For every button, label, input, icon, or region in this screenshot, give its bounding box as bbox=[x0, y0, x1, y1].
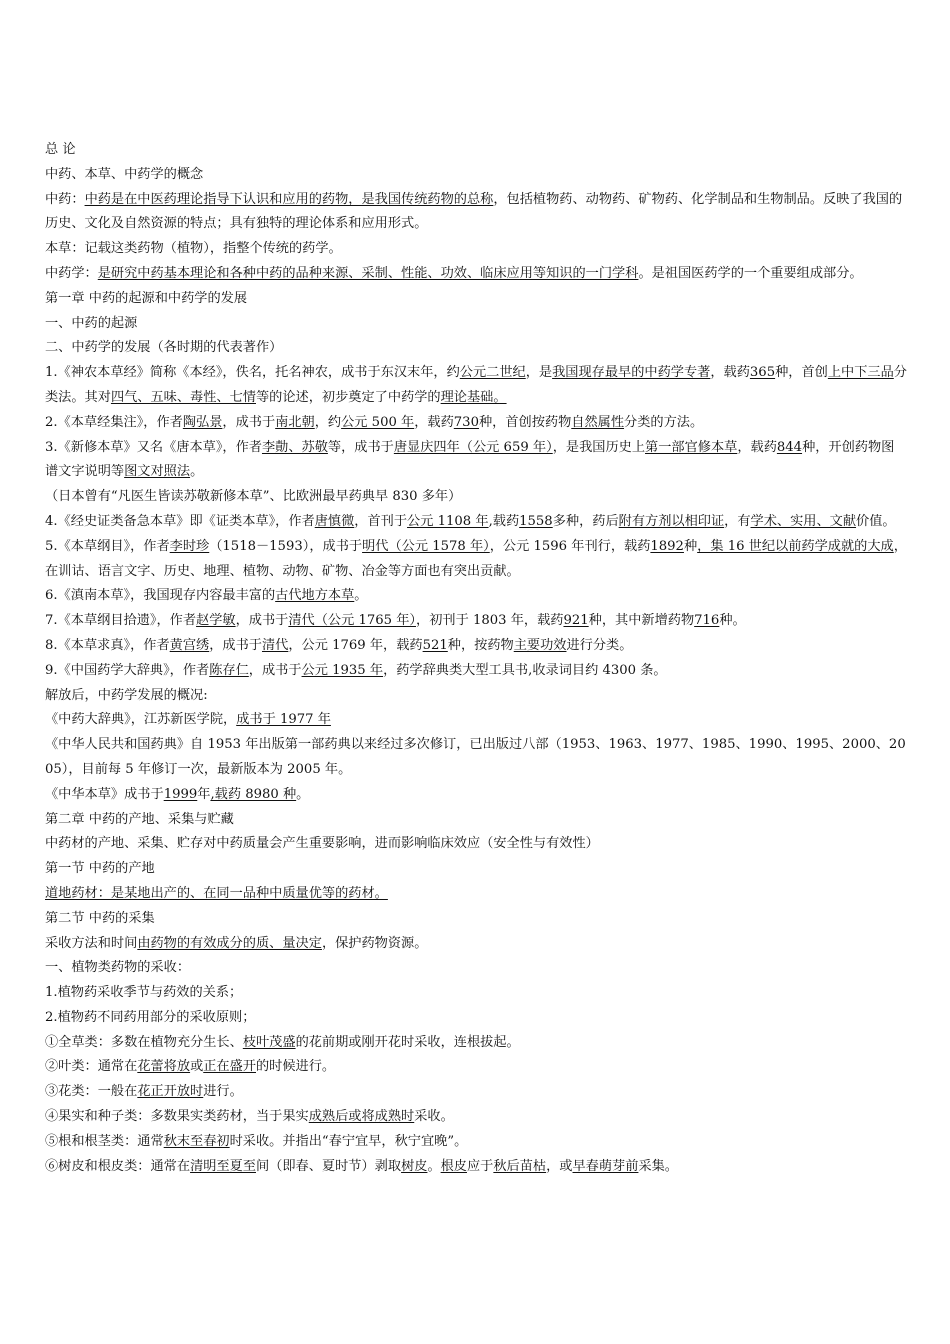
text-segment: 总 论 bbox=[45, 142, 76, 157]
text-line bbox=[45, 535, 907, 585]
text-line bbox=[45, 857, 907, 882]
text-segment: ，或 bbox=[546, 1158, 573, 1174]
text-line bbox=[45, 783, 907, 808]
text-segment: ，包括植物药、动物药、矿物药、化学制品和生物制品。反映了我国的历史、文化及自然资源的特点；具有独特的理论体系和应用形式。 bbox=[45, 191, 903, 232]
text-segment: 第一节 中药的产地 bbox=[45, 861, 155, 877]
text-segment: ，是 bbox=[525, 365, 553, 381]
underlined-text: 清代（公元 1765 年） bbox=[288, 613, 417, 629]
underlined-text: 清代 bbox=[261, 637, 289, 653]
text-segment: 。是祖国医药学的一个重要组成部分。 bbox=[638, 265, 863, 281]
text-line bbox=[45, 708, 907, 733]
text-segment: ，是我国历史上 bbox=[552, 439, 646, 455]
text-segment: 2.《本草经集注》，作者 bbox=[45, 414, 183, 430]
text-segment: 种，首创按药物 bbox=[478, 414, 572, 430]
text-segment: 采收。 bbox=[414, 1109, 454, 1125]
underlined-text: 公元 1935 年 bbox=[301, 662, 384, 678]
text-segment: 二、中药学的发展（各时期的代表著作） bbox=[45, 340, 283, 356]
underlined-text: ,载药 8980 种 bbox=[210, 786, 297, 802]
text-segment: 种，按药物 bbox=[447, 637, 514, 653]
text-line bbox=[45, 237, 907, 262]
text-segment: ，公元 1596 年刊行，载药 bbox=[489, 538, 651, 554]
text-segment: ，首刊于 bbox=[354, 513, 408, 529]
underlined-text: 公元 1108 年 bbox=[407, 513, 489, 529]
text-line bbox=[45, 287, 907, 312]
text-segment: （1518－1593），成书于 bbox=[209, 538, 363, 554]
text-line bbox=[45, 981, 907, 1006]
underlined-text: 清明至夏至 bbox=[190, 1158, 256, 1174]
text-line bbox=[45, 609, 907, 634]
underlined-text: 365 bbox=[749, 365, 776, 381]
text-segment: ，成书于 bbox=[209, 637, 262, 653]
text-segment: ，初刊于 1803 年，载药 bbox=[416, 613, 564, 629]
text-line bbox=[45, 312, 907, 337]
text-segment: 价值。 bbox=[856, 513, 896, 529]
underlined-text: 自然属性 bbox=[571, 414, 625, 430]
underlined-text: 根皮 bbox=[440, 1158, 467, 1174]
text-segment: 等的论述，初步奠定了中药学的 bbox=[256, 389, 441, 405]
underlined-text: 主要功效 bbox=[513, 637, 567, 653]
text-segment: 3.《新修本草》又名《唐本草》，作者 bbox=[45, 439, 262, 455]
underlined-text: 花蕾将放 bbox=[137, 1059, 191, 1075]
underlined-text: 陶弘景 bbox=[182, 414, 223, 430]
text-line bbox=[45, 808, 907, 833]
text-segment: ，约 bbox=[314, 414, 342, 430]
text-segment: 分类的方法。 bbox=[624, 414, 704, 430]
text-line bbox=[45, 882, 907, 907]
underlined-text: 道地药材：是某地出产的、在同一品种中质量优等的药材。 bbox=[45, 885, 388, 901]
text-segment: ，有 bbox=[724, 513, 751, 529]
underlined-text: 四气、五味、毒性、七情 bbox=[110, 389, 256, 405]
underlined-text: 陈存仁 bbox=[209, 662, 249, 678]
underlined-text: 公元二世纪 bbox=[459, 365, 526, 381]
text-segment: 9.《中国药学大辞典》，作者 bbox=[45, 662, 210, 678]
text-line bbox=[45, 584, 907, 609]
text-segment: ，载药 bbox=[414, 414, 454, 430]
text-segment: 2.植物药不同药用部分的采收原则； bbox=[45, 1009, 256, 1025]
underlined-text: 正在盛开 bbox=[203, 1059, 256, 1075]
text-segment: 种，首创 bbox=[775, 365, 828, 381]
underlined-text: ，集 16 世纪以前药学成就的大成 bbox=[697, 538, 894, 554]
text-segment: 中药学： bbox=[45, 265, 98, 281]
text-segment: ⑤根和根茎类：通常 bbox=[45, 1133, 164, 1149]
text-segment: 6.《滇南本草》，我国现存内容最丰富的 bbox=[45, 588, 276, 604]
text-line bbox=[45, 138, 907, 163]
text-line bbox=[45, 659, 907, 684]
text-segment: 。 bbox=[296, 786, 310, 802]
text-line bbox=[45, 733, 907, 783]
underlined-text: 上中下三品 bbox=[827, 365, 894, 381]
text-segment: ⑥树皮和根皮类：通常在 bbox=[45, 1158, 191, 1174]
text-segment: 第二章 中药的产地、采集与贮藏 bbox=[45, 811, 234, 827]
underlined-text: 学术、实用、文献 bbox=[750, 513, 857, 529]
underlined-text: 附有方剂以相印证 bbox=[618, 513, 725, 529]
underlined-text: 明代（公元 1578 年） bbox=[362, 538, 490, 554]
text-segment: ④果实和种子类：多数果实类药材，当于果实 bbox=[45, 1109, 309, 1125]
underlined-text: 唐慎微 bbox=[314, 513, 355, 529]
text-segment: ，药学辞典类大型工具书,收录词目约 4300 条。 bbox=[383, 662, 667, 678]
underlined-text: 李勣、苏敬 bbox=[261, 439, 328, 455]
text-segment: 本草：记载这类药物（植物），指整个传统的药学。 bbox=[45, 241, 342, 257]
text-segment: 间（即春、夏时节）剥取 bbox=[256, 1158, 402, 1174]
text-segment: 第一章 中药的起源和中药学的发展 bbox=[45, 290, 248, 306]
text-line bbox=[45, 436, 907, 486]
underlined-text: 李时珍 bbox=[169, 538, 210, 554]
text-segment: 一、植物类药物的采收： bbox=[45, 960, 191, 976]
document-body bbox=[45, 138, 907, 1179]
text-line bbox=[45, 1105, 907, 1130]
underlined-text: 南北朝 bbox=[275, 414, 315, 430]
text-line bbox=[45, 163, 907, 188]
text-segment: 或 bbox=[190, 1059, 204, 1075]
text-line bbox=[45, 1130, 907, 1155]
text-line bbox=[45, 956, 907, 981]
text-segment: 《中药大辞典》，江苏新医学院， bbox=[45, 712, 237, 728]
text-segment: 等，成书于 bbox=[327, 439, 394, 455]
text-segment: ,载药 bbox=[488, 513, 520, 529]
text-segment: 种，其中新增药物 bbox=[588, 613, 695, 629]
text-segment: 种，开创药物图谱文字说明等 bbox=[45, 439, 895, 480]
underlined-text: 844 bbox=[776, 439, 803, 455]
text-segment: ，成书于 bbox=[235, 613, 289, 629]
underlined-text: 理论基础。 bbox=[440, 389, 507, 405]
text-segment: ，公元 1769 年，载药 bbox=[288, 637, 423, 653]
underlined-text: 花正开放时 bbox=[137, 1084, 204, 1100]
text-segment: 种。 bbox=[719, 613, 746, 629]
underlined-text: 早春萌芽前 bbox=[572, 1158, 639, 1174]
text-segment: 的时候进行。 bbox=[256, 1059, 336, 1075]
underlined-text: 921 bbox=[563, 613, 589, 629]
text-segment: 中药材的产地、采集、贮存对中药质量会产生重要影响，进而影响临床效应（安全性与有效性） bbox=[45, 836, 599, 852]
underlined-text: 黄宫绣 bbox=[169, 637, 210, 653]
text-segment: ，载药 bbox=[710, 365, 750, 381]
text-line bbox=[45, 510, 907, 535]
underlined-text: 中药是在中医药理论指导下认识和应用的药物，是我国传统药物的总称 bbox=[84, 191, 494, 207]
text-segment: 《中华人民共和国药典》自 1953 年出版第一部药典以来经过多次修订，已出版过八部（1953、1963、1977、1985、1990、1995、2000、2005），目前每 5 年修订一次，最新版本为 2005 年。 bbox=[45, 737, 906, 777]
underlined-text: 由药物的有效成分的质、量决定 bbox=[137, 935, 322, 951]
text-segment: 1.植物药采收季节与药效的关系； bbox=[45, 985, 243, 1001]
underlined-text: 赵学敏 bbox=[196, 613, 236, 629]
text-line bbox=[45, 634, 907, 659]
text-segment: 。 bbox=[354, 588, 368, 604]
underlined-text: 成书于 1977 年 bbox=[236, 712, 331, 728]
underlined-text: 树皮 bbox=[401, 1158, 428, 1174]
text-segment: ③花类：一般在 bbox=[45, 1084, 138, 1100]
underlined-text: 是研究中药基本理论和各种中药的品种来源、采制、性能、功效、临床应用等知识的一门学科 bbox=[97, 265, 639, 281]
text-line bbox=[45, 262, 907, 287]
text-line bbox=[45, 1006, 907, 1031]
text-segment: 分类法。其对 bbox=[45, 365, 907, 405]
text-segment: ①全草类：多数在植物充分生长、 bbox=[45, 1034, 243, 1050]
text-segment: 的花前期或刚开花时采收，连根拔起。 bbox=[295, 1034, 520, 1050]
underlined-text: 1999 bbox=[163, 786, 198, 802]
text-line bbox=[45, 188, 907, 238]
text-segment: ②叶类：通常在 bbox=[45, 1059, 138, 1075]
text-segment: 7.《本草纲目拾遗》，作者 bbox=[45, 613, 197, 629]
text-line bbox=[45, 485, 907, 510]
text-segment: 中药、本草、中药学的概念 bbox=[45, 166, 204, 182]
underlined-text: 第一部官修本草 bbox=[645, 439, 738, 455]
text-segment: 一、中药的起源 bbox=[45, 315, 138, 331]
text-segment: ，成书于 bbox=[248, 662, 302, 678]
text-line bbox=[45, 336, 907, 361]
underlined-text: 公元 500 年 bbox=[341, 414, 415, 430]
text-line bbox=[45, 932, 907, 957]
text-line bbox=[45, 907, 907, 932]
underlined-text: 秋末至春初 bbox=[163, 1133, 230, 1149]
underlined-text: 古代地方本草 bbox=[275, 588, 355, 604]
underlined-text: 我国现存最早的中药学专著 bbox=[552, 365, 711, 381]
text-segment: 4.《经史证类备急本草》即《证类本草》，作者 bbox=[45, 513, 315, 529]
underlined-text: 1558 bbox=[519, 513, 553, 529]
underlined-text: 730 bbox=[453, 414, 479, 430]
text-line bbox=[45, 1031, 907, 1056]
underlined-text: 成熟后或将成熟时 bbox=[308, 1109, 415, 1125]
text-segment: 应于 bbox=[467, 1158, 494, 1174]
underlined-text: 521 bbox=[422, 637, 448, 653]
text-line bbox=[45, 411, 907, 436]
text-segment: 5.《本草纲目》，作者 bbox=[45, 538, 170, 554]
text-segment: 多种，药后 bbox=[552, 513, 619, 529]
text-line bbox=[45, 832, 907, 857]
text-segment: 种 bbox=[683, 538, 698, 554]
text-line bbox=[45, 361, 907, 411]
text-segment: 。 bbox=[190, 464, 204, 480]
text-segment: 中药： bbox=[45, 191, 85, 207]
text-line bbox=[45, 1080, 907, 1105]
text-segment: ，载药 bbox=[737, 439, 777, 455]
text-segment: 采集。 bbox=[638, 1158, 678, 1174]
text-segment: 进行。 bbox=[203, 1084, 243, 1100]
text-segment: （日本曾有“凡医生皆读苏敬新修本草”、比欧洲最早药典早 830 多年） bbox=[45, 489, 462, 505]
text-segment: 年 bbox=[197, 786, 211, 802]
underlined-text: 1892 bbox=[650, 538, 684, 554]
text-line bbox=[45, 684, 907, 709]
text-line bbox=[45, 1155, 907, 1180]
text-line bbox=[45, 1055, 907, 1080]
text-segment: ，成书于 bbox=[222, 414, 276, 430]
text-segment: ，在训诂、语言文字、历史、地理、植物、动物、矿物、冶金等方面也有突出贡献。 bbox=[45, 538, 907, 579]
text-segment: 8.《本草求真》，作者 bbox=[45, 637, 170, 653]
text-segment: ，保护药物资源。 bbox=[321, 935, 428, 951]
underlined-text: 716 bbox=[694, 613, 720, 629]
text-segment: 采收方法和时间 bbox=[45, 935, 138, 951]
underlined-text: 枝叶茂盛 bbox=[242, 1034, 296, 1050]
text-segment: 解放后，中药学发展的概况: bbox=[45, 687, 208, 703]
underlined-text: 唐显庆四年（公元 659 年） bbox=[393, 439, 553, 455]
text-segment: 进行分类。 bbox=[566, 637, 633, 653]
text-segment: 。 bbox=[427, 1158, 441, 1174]
underlined-text: 图文对照法 bbox=[124, 464, 191, 480]
text-segment: 1.《神农本草经》简称《本经》，佚名，托名神农，成书于东汉末年，约 bbox=[45, 365, 460, 381]
text-segment: 《中华本草》成书于 bbox=[45, 786, 164, 802]
text-segment: 第二节 中药的采集 bbox=[45, 910, 155, 926]
text-segment: 时采收。并指出“春宁宜早，秋宁宜晚”。 bbox=[229, 1133, 468, 1149]
underlined-text: 秋后苗枯 bbox=[493, 1158, 547, 1174]
